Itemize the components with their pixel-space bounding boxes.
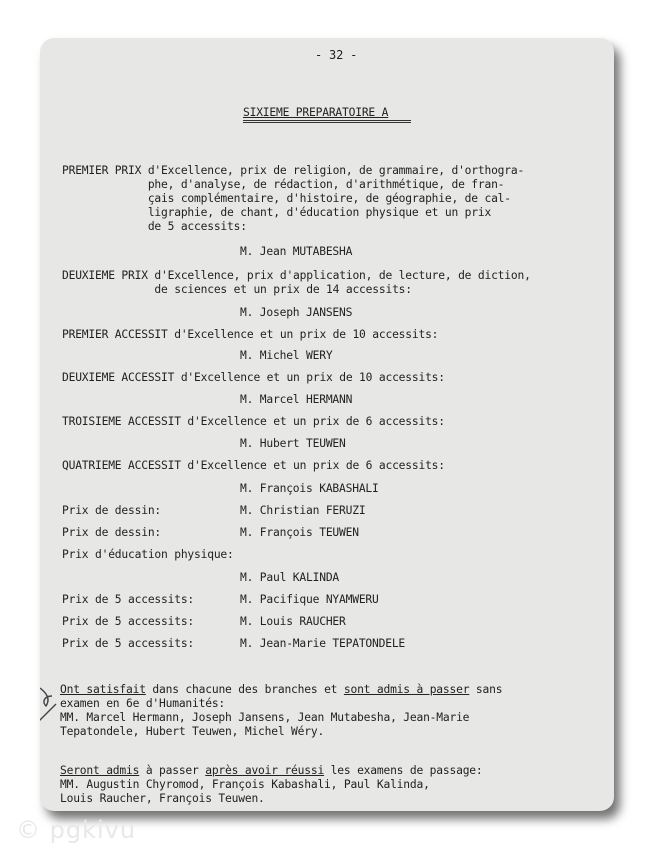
- margin-pencil-mark: [40, 684, 62, 724]
- award-line: de sciences et un prix de 14 accessits:: [62, 283, 412, 296]
- paragraph-line: Tepatondele, Hubert Teuwen, Michel Wéry.: [60, 725, 325, 738]
- text-run: à passer: [139, 764, 206, 777]
- recipient-name: M. Hubert TEUWEN: [240, 437, 346, 450]
- underlined-phrase: sont admis à passer: [343, 683, 470, 696]
- title-underline: [243, 120, 411, 123]
- prize-label: Prix d'éducation physique:: [62, 548, 234, 561]
- recipient-name: M. Louis RAUCHER: [240, 615, 346, 628]
- prize-label: Prix de dessin:: [62, 504, 162, 517]
- text-run: dans chacune des branches et: [145, 683, 344, 696]
- paragraph-line: [60, 683, 502, 697]
- recipient-name: M. Joseph JANSENS: [240, 306, 353, 319]
- recipient-name: M. Paul KALINDA: [240, 571, 340, 584]
- award-line: ligraphie, de chant, d'éducation physique et un prix: [62, 206, 492, 219]
- paragraph-line: Louis Raucher, François Teuwen.: [60, 792, 265, 805]
- underlined-phrase: Seront admis: [60, 764, 140, 777]
- award-line: DEUXIEME ACCESSIT d'Excellence et un prix de 10 accessits:: [62, 371, 445, 384]
- watermark: © pgkivu: [16, 816, 137, 844]
- recipient-name: M. François KABASHALI: [240, 482, 379, 495]
- award-line: de 5 accessits:: [62, 220, 247, 233]
- prize-label: Prix de 5 accessits:: [62, 637, 195, 650]
- recipient-name: M. Marcel HERMANN: [240, 393, 353, 406]
- award-line: DEUXIEME PRIX d'Excellence, prix d'application, de lecture, de diction,: [62, 269, 531, 282]
- prize-label: Prix de 5 accessits:: [62, 593, 195, 606]
- underlined-phrase: Ont satisfait: [60, 683, 146, 696]
- document-page: [40, 38, 614, 811]
- recipient-name: M. Michel WERY: [240, 349, 333, 362]
- paragraph-line: examen en 6e d'Humanités:: [60, 697, 226, 710]
- recipient-name: M. Jean MUTABESHA: [240, 245, 353, 258]
- award-line: TROISIEME ACCESSIT d'Excellence et un prix de 6 accessits:: [62, 415, 445, 428]
- recipient-name: M. François TEUWEN: [240, 526, 359, 539]
- award-line: phe, d'analyse, de rédaction, d'arithmétique, de fran-: [62, 178, 505, 191]
- award-line: PREMIER PRIX d'Excellence, prix de religion, de grammaire, d'orthogra-: [62, 164, 525, 177]
- underlined-phrase: après avoir réussi: [205, 764, 325, 777]
- recipient-name: M. Pacifique NYAMWERU: [240, 593, 379, 606]
- text-run: les examens de passage:: [324, 764, 483, 777]
- section-title: SIXIEME PREPARATOIRE A: [243, 106, 389, 119]
- paragraph-line: [60, 764, 483, 778]
- paragraph-line: MM. Augustin Chyromod, François Kabashali, Paul Kalinda,: [60, 778, 430, 791]
- page-number: - 32 -: [315, 48, 358, 62]
- award-line: çais complémentaire, d'histoire, de géographie, de cal-: [62, 192, 511, 205]
- award-line: PREMIER ACCESSIT d'Excellence et un prix de 10 accessits:: [62, 328, 439, 341]
- recipient-name: M. Jean-Marie TEPATONDELE: [240, 637, 406, 650]
- text-run: sans: [469, 683, 503, 696]
- recipient-name: M. Christian FERUZI: [240, 504, 366, 517]
- prize-label: Prix de 5 accessits:: [62, 615, 195, 628]
- prize-label: Prix de dessin:: [62, 526, 162, 539]
- paragraph-line: MM. Marcel Hermann, Joseph Jansens, Jean Mutabesha, Jean-Marie: [60, 711, 470, 724]
- award-line: QUATRIEME ACCESSIT d'Excellence et un prix de 6 accessits:: [62, 459, 445, 472]
